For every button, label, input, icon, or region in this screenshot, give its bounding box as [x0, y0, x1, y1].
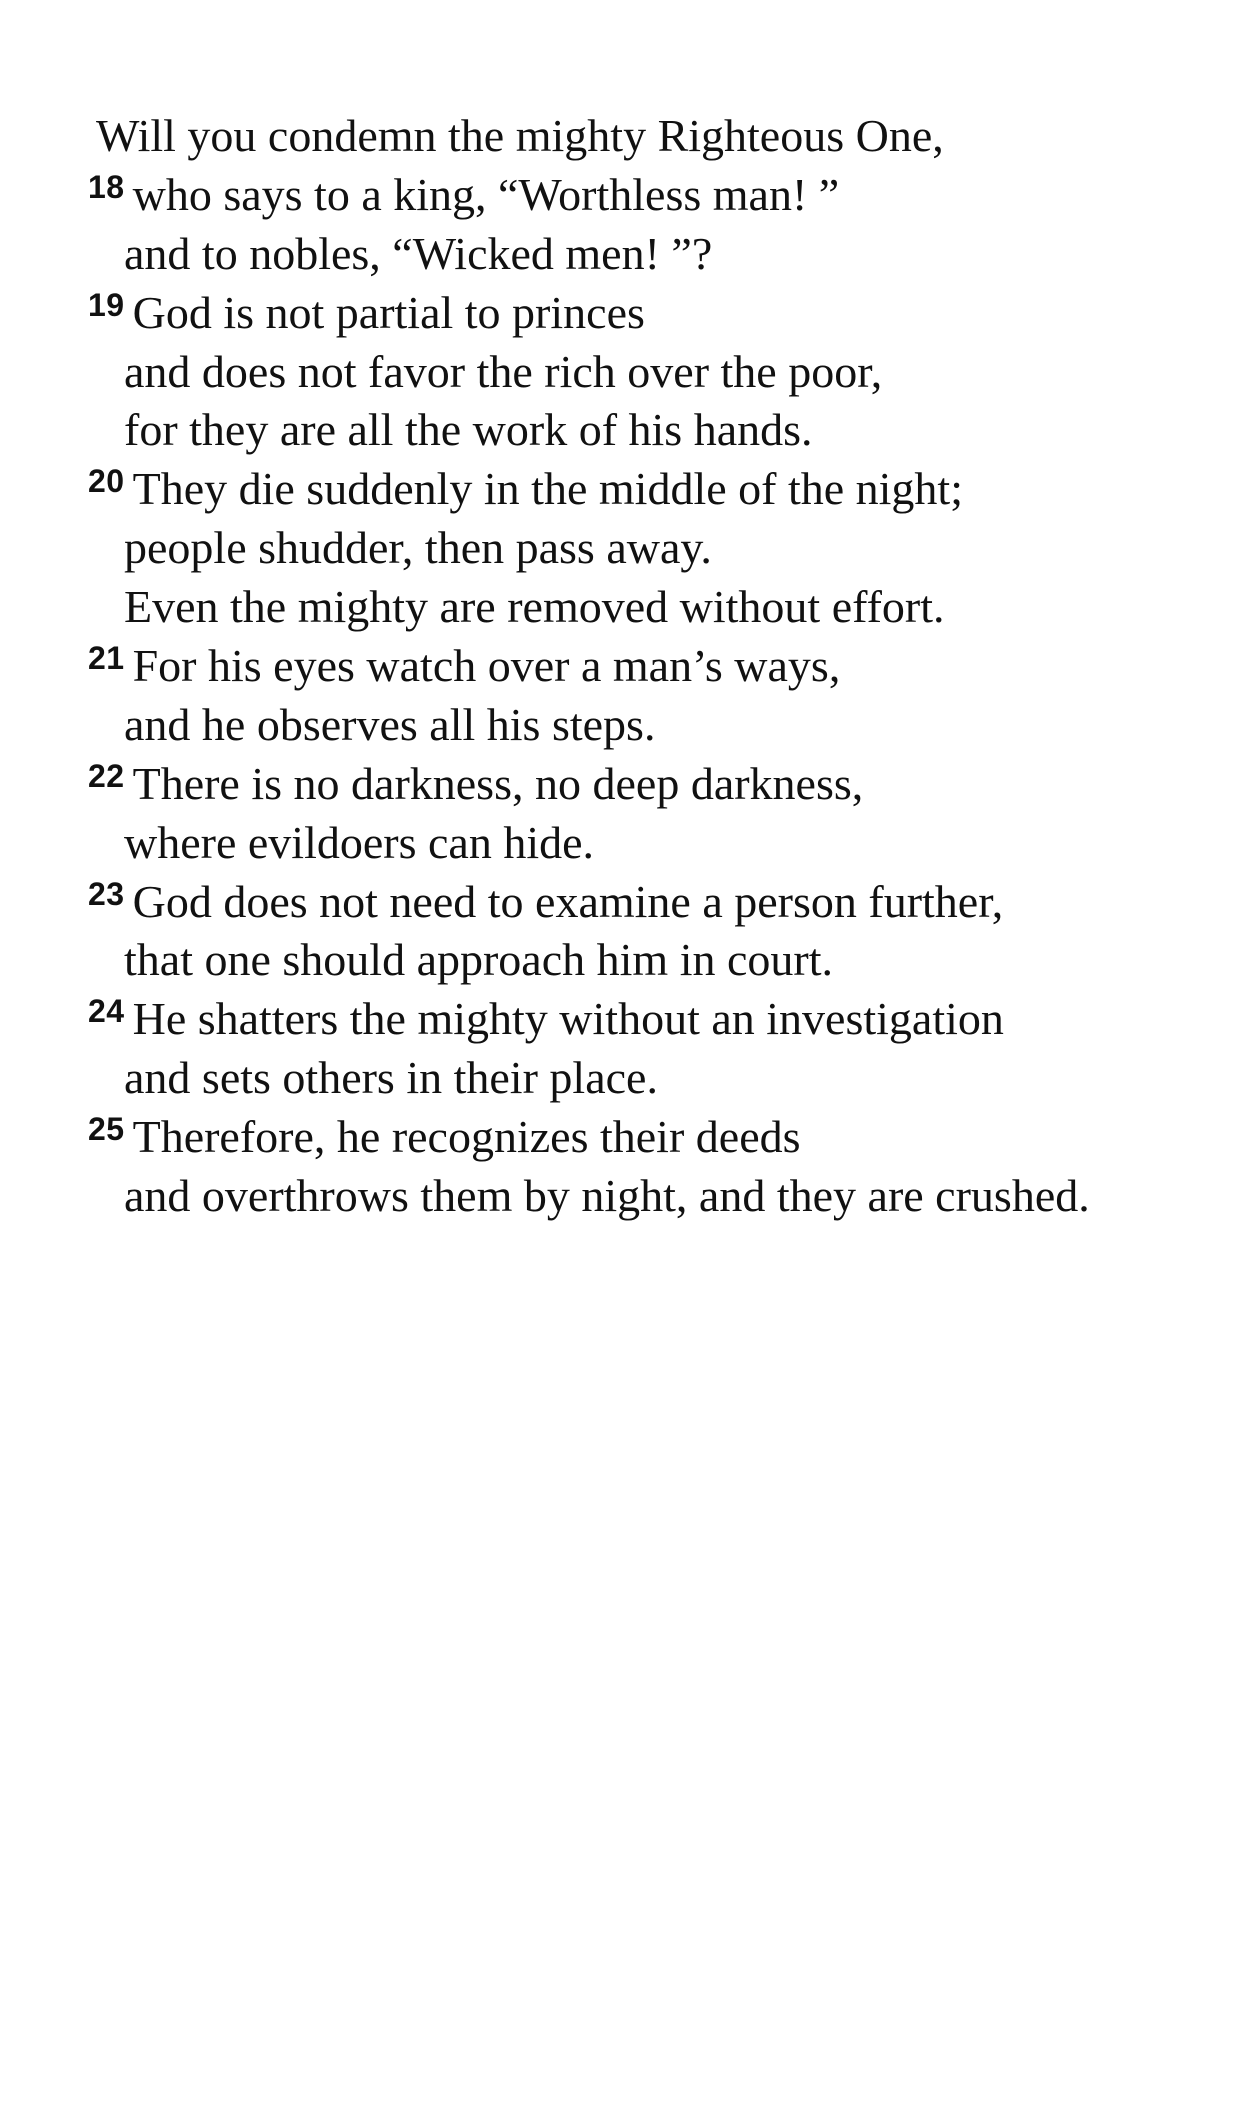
passage-line — [88, 110, 1172, 163]
passage-line-text: They die suddenly in the middle of the night; — [132, 463, 963, 515]
passage-line-text: For his eyes watch over a man’s ways, — [132, 640, 841, 692]
passage-line — [88, 1111, 1172, 1164]
passage-line-text: and he observes all his steps. — [124, 698, 656, 750]
passage-line — [88, 640, 1172, 693]
passage-line — [88, 934, 1172, 987]
passage-line-text: Even the mighty are removed without effort. — [124, 581, 945, 633]
passage-body — [88, 110, 1172, 1223]
passage-line-text: and to nobles, “Wicked men! ”? — [124, 227, 713, 279]
passage-line — [88, 817, 1172, 870]
passage-line — [88, 169, 1172, 222]
passage-line-text: where evildoers can hide. — [124, 816, 595, 868]
passage-line-text: and sets others in their place. — [124, 1052, 658, 1104]
passage-line-text: Therefore, he recognizes their deeds — [132, 1111, 801, 1163]
passage-line — [88, 287, 1172, 340]
passage-line — [88, 699, 1172, 752]
verse-number: 25 — [88, 1111, 125, 1148]
verse-number: 24 — [88, 993, 125, 1030]
verse-number: 19 — [88, 286, 125, 323]
passage-line — [88, 758, 1172, 811]
passage-line-text: and overthrows them by night, and they are crushed. — [124, 1170, 1090, 1222]
verse-number: 23 — [88, 875, 125, 912]
passage-line — [88, 876, 1172, 929]
passage-line — [88, 993, 1172, 1046]
passage-line-text: God does not need to examine a person further, — [132, 875, 1004, 927]
verse-number: 22 — [88, 757, 125, 794]
passage-line-text: He shatters the mighty without an investigation — [132, 993, 1004, 1045]
passage-line — [88, 1052, 1172, 1105]
passage-line — [88, 1170, 1172, 1223]
verse-number: 18 — [88, 168, 125, 205]
passage-line-text: people shudder, then pass away. — [124, 522, 712, 574]
verse-number: 20 — [88, 463, 125, 500]
passage-line-text: There is no darkness, no deep darkness, — [132, 757, 864, 809]
passage-line — [88, 522, 1172, 575]
passage-line — [88, 228, 1172, 281]
verse-block — [88, 110, 1172, 1223]
verse-number: 21 — [88, 640, 125, 677]
passage-line-text: for they are all the work of his hands. — [124, 404, 813, 456]
passage-line-text: Will you condemn the mighty Righteous One, — [96, 110, 944, 161]
passage-line-text: who says to a king, “Worthless man! ” — [132, 168, 840, 220]
passage-line-text: that one should approach him in court. — [124, 934, 834, 986]
passage-line-text: God is not partial to princes — [132, 286, 645, 338]
passage-line-text: and does not favor the rich over the poor, — [124, 345, 883, 397]
passage-line — [88, 404, 1172, 457]
passage-line — [88, 346, 1172, 399]
passage-line — [88, 463, 1172, 516]
passage-line — [88, 581, 1172, 634]
